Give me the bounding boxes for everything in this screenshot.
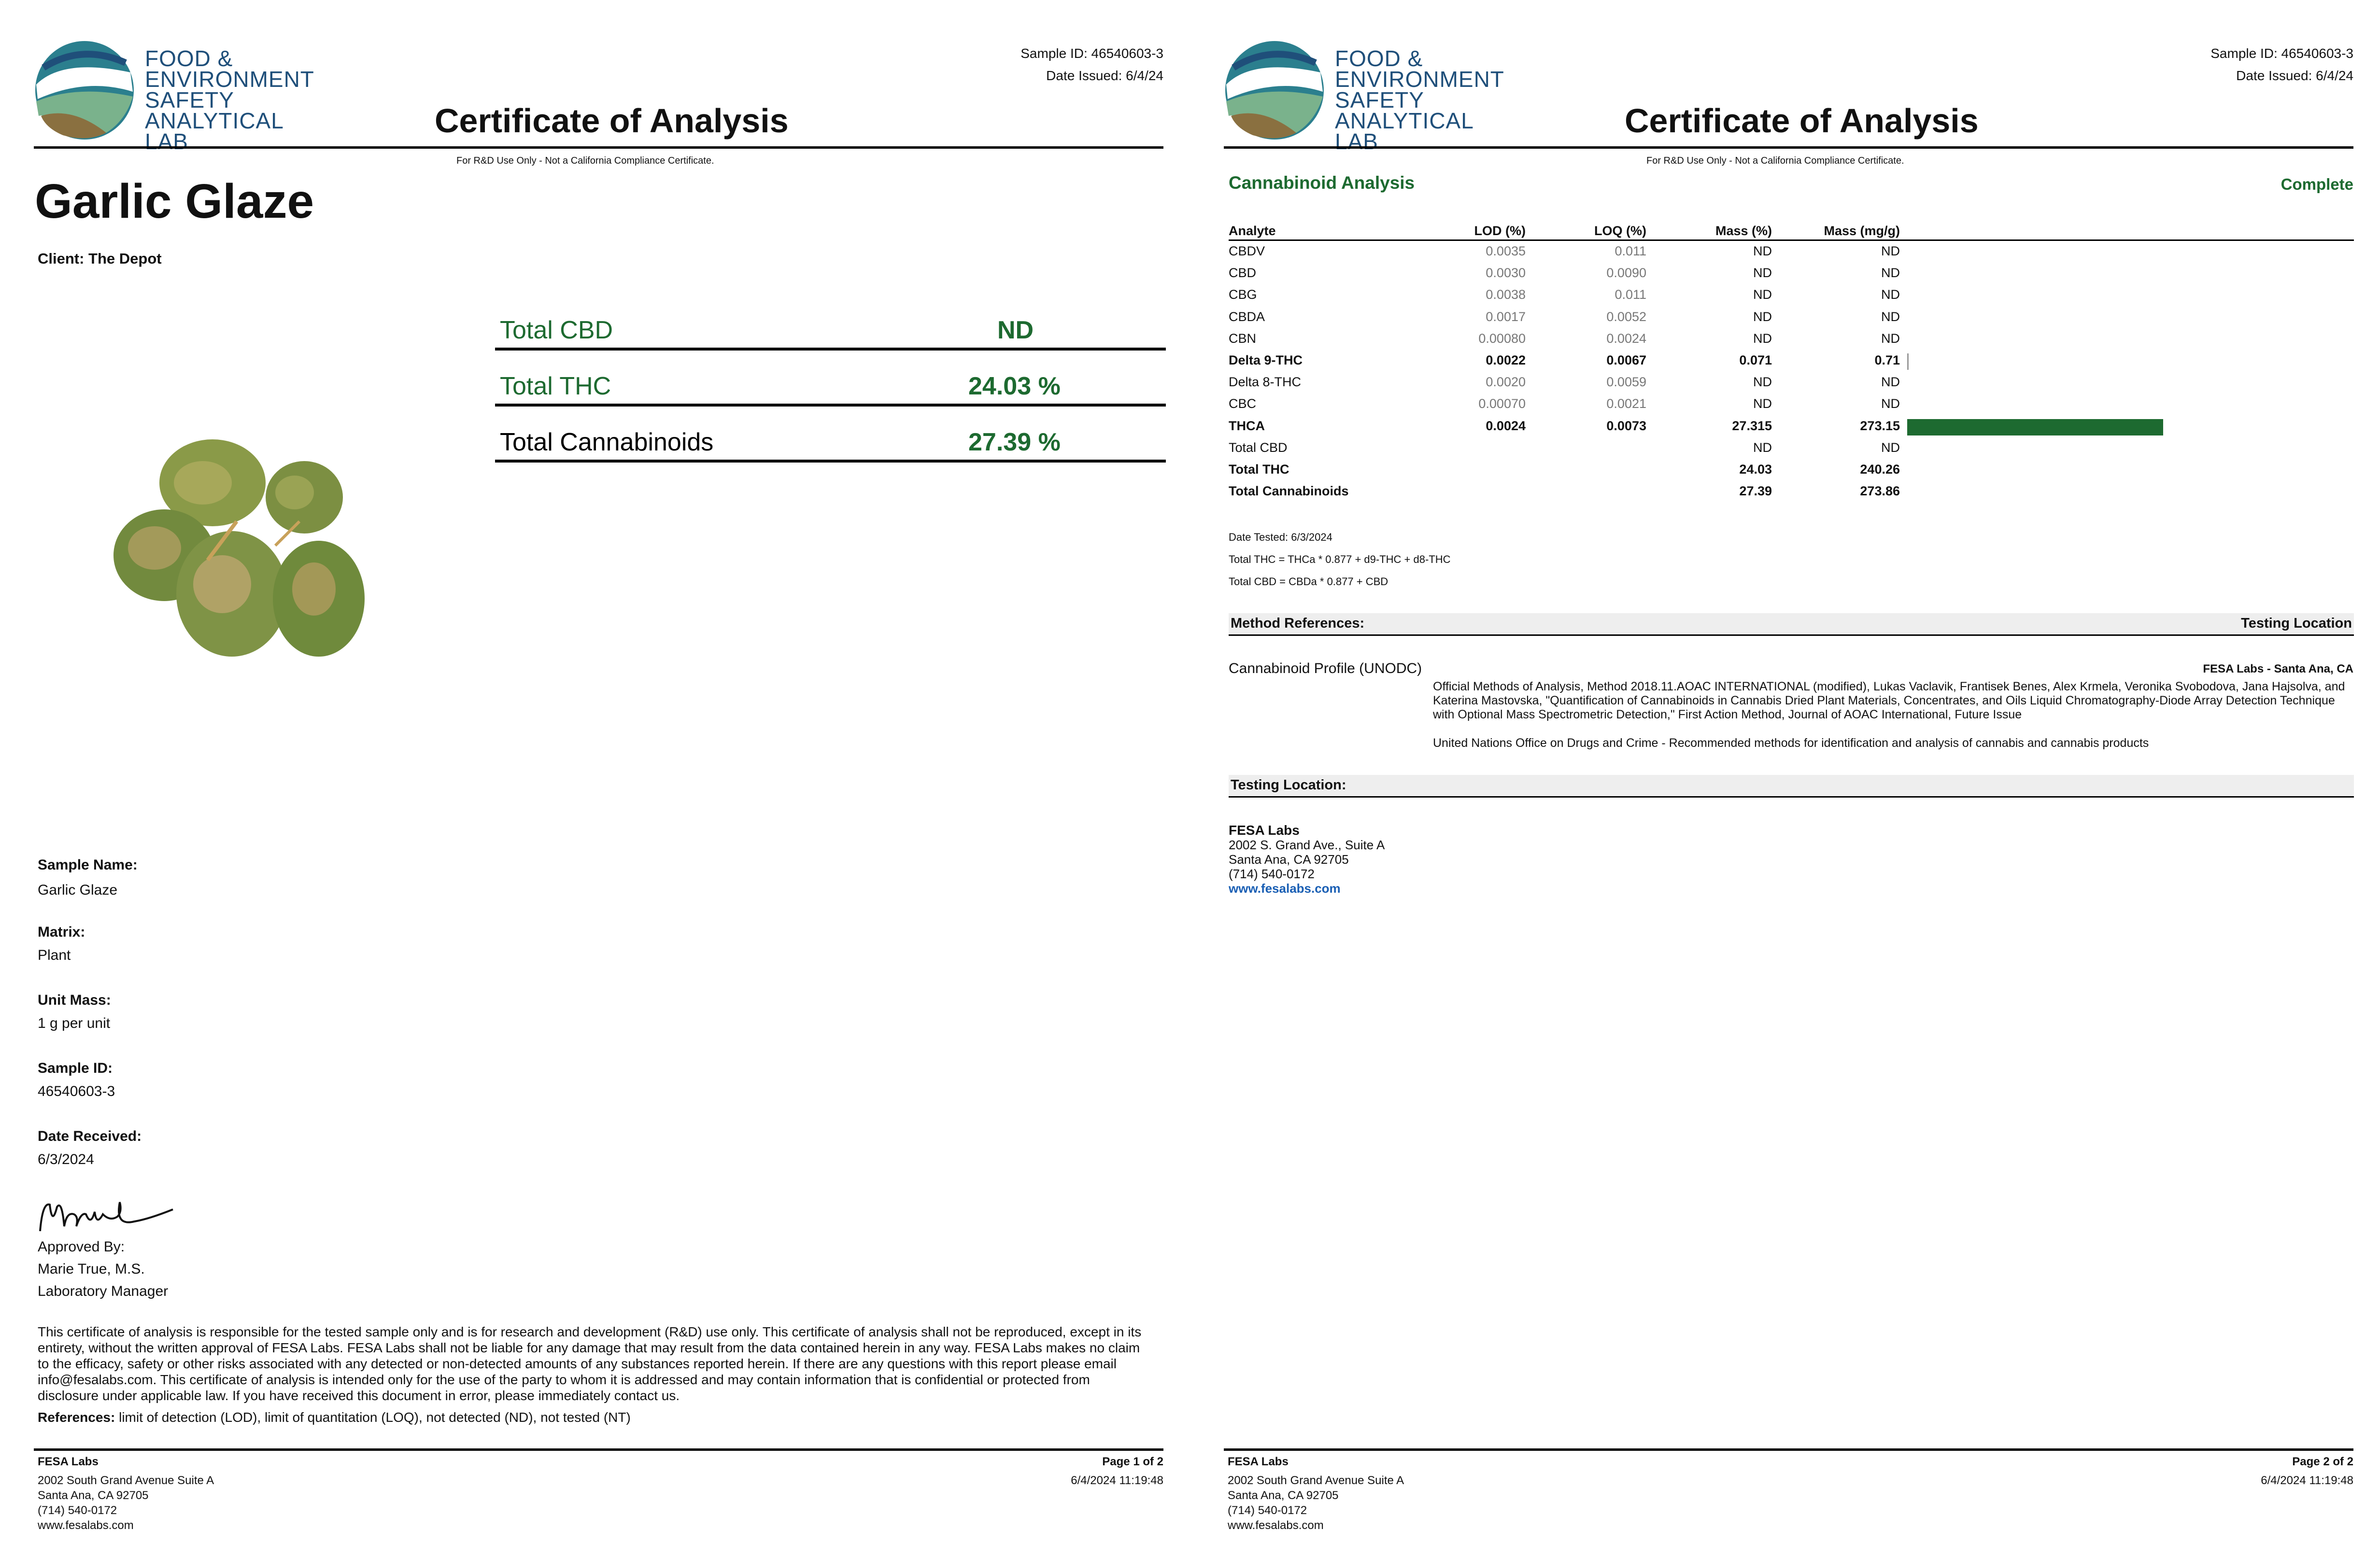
method-reference-aoac: Official Methods of Analysis, Method 2018.11.AOAC INTERNATIONAL (modified), Lukas Vaclavik, Frantisek Benes, Alex Krmela, Veronika Svobodova, Jana Hajsolva, and Katerina Mastovska, "Quantification of Cannabinoids in Cannabis Dried Plant Materials, Concentrates, and Oils Liquid Chromatography-Diode Array Detection Technique with Optional Mass Spectrometric Detection," First Action Method, Journal of AOAC International, Future Issue [1433, 680, 2345, 721]
lod-cell: 0.00070 [1478, 396, 1526, 411]
total-thc-label: Total THC [500, 372, 611, 400]
logo-line-3: SAFETY [1335, 87, 1424, 112]
testing-lab-name: FESA Labs [1229, 823, 1300, 838]
table-row [1229, 242, 2354, 264]
mass-mg-cell: ND [1881, 396, 1900, 411]
footer-website[interactable]: www.fesalabs.com [38, 1519, 134, 1532]
footer-phone: (714) 540-0172 [38, 1504, 117, 1517]
sample-id-value: 46540603-3 [38, 1083, 115, 1099]
approver-signature [38, 1193, 183, 1236]
sample-name-label: Sample Name: [38, 857, 138, 873]
analyte-cell: Total Cannabinoids [1229, 484, 1349, 499]
footer-address-1: 2002 South Grand Avenue Suite A [38, 1474, 214, 1487]
lod-cell: 0.0035 [1486, 244, 1526, 258]
references-text: limit of detection (LOD), limit of quantitation (LOQ), not detected (ND), not tested (NT) [115, 1410, 631, 1425]
testing-lab-address-1: 2002 S. Grand Ave., Suite A [1229, 838, 1385, 852]
table-row [1229, 373, 2354, 395]
header-divider [1224, 146, 2353, 149]
page-title: Certificate of Analysis [435, 102, 789, 140]
table-row [1229, 308, 2354, 330]
total-cannabinoids-value: 27.39 % [968, 428, 1061, 456]
mass-mg-cell: 0.71 [1874, 353, 1900, 367]
product-name: Garlic Glaze [35, 174, 314, 228]
logo-line-1: FOOD & [145, 46, 233, 71]
matrix-label: Matrix: [38, 924, 85, 940]
rd-use-note: For R&D Use Only - Not a California Compliance Certificate. [1646, 155, 1904, 166]
sample-id: Sample ID: 46540603-3 [1020, 46, 1163, 61]
coa-page-2 [1190, 0, 2380, 1558]
logo-line-4: ANALYTICAL LAB [1335, 108, 1473, 154]
analyte-cell: CBC [1229, 396, 1257, 411]
header-lod: LOD (%) [1474, 224, 1526, 238]
lod-cell: 0.0017 [1486, 309, 1526, 324]
testing-lab-address-2: Santa Ana, CA 92705 [1229, 852, 1349, 867]
loq-cell: 0.0090 [1606, 266, 1646, 281]
references-label: References: [38, 1410, 115, 1425]
mass-pct-cell: ND [1753, 375, 1772, 390]
loq-cell: 0.011 [1615, 287, 1646, 302]
analyte-cell: Delta 9-THC [1229, 353, 1303, 367]
method-references-label: Method References: [1231, 616, 1365, 631]
analyte-cell: CBDA [1229, 309, 1265, 324]
loq-cell: 0.0073 [1606, 418, 1646, 433]
table-row [1229, 461, 2354, 482]
footer-divider [34, 1448, 1163, 1451]
fesa-logo-emblem-icon [1224, 39, 1330, 142]
method-location: FESA Labs - Santa Ana, CA [2203, 662, 2353, 675]
logo-line-3: SAFETY [145, 87, 234, 112]
testing-lab-website-link[interactable]: www.fesalabs.com [1229, 881, 1341, 896]
testing-location-section-label: Testing Location: [1231, 777, 1346, 793]
mass-bar [1907, 353, 1909, 370]
disclaimer-text: This certificate of analysis is responsible for the tested sample only and is for research and development (R&D) use only. This certificate of analysis shall not be reproduced, except in its entirety, without the written approval of FESA Labs. FESA Labs shall not be liable for any damage that may result from the data contained herein in any way. FESA Labs makes no claim to the efficacy, safety or other risks associated with any detected or non-detected amounts of any substances reported herein. If there are any questions with this report please email info@fesalabs.com. This certificate of analysis is intended only for the use of the party to whom it is addressed and may contain information that is confidential or protected from disclosure under applicable law. If you have received this document in error, please immediately contact us. [38, 1324, 1142, 1403]
footer-lab-name: FESA Labs [1228, 1455, 1289, 1468]
mass-mg-cell: ND [1881, 331, 1900, 346]
fesa-logo-emblem-icon [34, 39, 140, 142]
total-cbd-label: Total CBD [500, 316, 613, 344]
cbd-formula: Total CBD = CBDa * 0.877 + CBD [1229, 575, 1388, 588]
footer-timestamp: 6/4/2024 11:19:48 [1071, 1474, 1163, 1487]
mass-bar [1907, 419, 2163, 435]
footer-lab-name: FESA Labs [38, 1455, 99, 1468]
analyte-cell: CBG [1229, 287, 1257, 302]
table-row [1229, 286, 2354, 308]
method-reference-unodc: United Nations Office on Drugs and Crime - Recommended methods for identification and analysis of cannabis and cannabis products [1433, 736, 2149, 750]
page-number: Page 1 of 2 [1102, 1455, 1163, 1468]
loq-cell: 0.0024 [1606, 331, 1646, 346]
table-row [1229, 482, 2354, 504]
footer-address-2: Santa Ana, CA 92705 [1228, 1489, 1339, 1502]
footer-page-info [1071, 1454, 1163, 1488]
lod-cell: 0.0030 [1486, 266, 1526, 281]
mass-pct-cell: ND [1753, 396, 1772, 411]
logo-line-4: ANALYTICAL LAB [145, 108, 283, 154]
mass-pct-cell: ND [1753, 287, 1772, 302]
table-row [1229, 264, 2354, 286]
mass-pct-cell: 27.315 [1732, 418, 1772, 433]
total-cannabinoids-label: Total Cannabinoids [500, 428, 714, 456]
cannabinoid-analysis-title: Cannabinoid Analysis [1229, 173, 1415, 193]
mass-pct-cell: 0.071 [1739, 353, 1772, 367]
footer-divider [1224, 1448, 2353, 1451]
sample-id-block [1020, 42, 1163, 87]
logo-line-2: ENVIRONMENT [145, 67, 314, 92]
table-header [1229, 222, 2354, 241]
product-photo [92, 425, 391, 724]
loq-cell: 0.0067 [1606, 353, 1646, 367]
unit-mass-label: Unit Mass: [38, 992, 111, 1008]
lod-cell: 0.0038 [1486, 287, 1526, 302]
analyte-cell: CBDV [1229, 244, 1265, 258]
date-received-label: Date Received: [38, 1128, 142, 1144]
total-cbd-value: ND [997, 316, 1034, 344]
approval-block [38, 1236, 168, 1303]
testing-lab-phone: (714) 540-0172 [1229, 867, 1315, 881]
header-divider [34, 146, 1163, 149]
header-mass-mg: Mass (mg/g) [1824, 224, 1900, 238]
footer-address [38, 1454, 214, 1533]
mass-mg-cell: ND [1881, 287, 1900, 302]
lod-cell: 0.00080 [1478, 331, 1526, 346]
footer-phone: (714) 540-0172 [1228, 1504, 1307, 1517]
sample-id-label: Sample ID: [38, 1060, 113, 1076]
mass-pct-cell: 24.03 [1739, 462, 1772, 477]
references-line [38, 1410, 631, 1425]
approved-by-label: Approved By: [38, 1239, 125, 1255]
analyte-cell: Total THC [1229, 462, 1289, 477]
unit-mass-value: 1 g per unit [38, 1015, 111, 1031]
loq-cell: 0.011 [1615, 244, 1646, 258]
header-mass-pct: Mass (%) [1715, 224, 1772, 238]
footer-timestamp: 6/4/2024 11:19:48 [2261, 1474, 2353, 1487]
loq-cell: 0.0052 [1606, 309, 1646, 324]
mass-pct-cell: ND [1753, 244, 1772, 258]
mass-mg-cell: ND [1881, 375, 1900, 390]
footer-address [1228, 1454, 1404, 1533]
lod-cell: 0.0022 [1486, 353, 1526, 367]
table-row [1229, 439, 2354, 461]
table-row [1229, 351, 2354, 373]
analyte-cell: Total CBD [1229, 440, 1288, 455]
cannabis-bud-icon [113, 439, 365, 657]
fesa-logo [1224, 39, 1514, 154]
date-issued: Date Issued: 6/4/24 [2236, 68, 2353, 83]
footer-address-1: 2002 South Grand Avenue Suite A [1228, 1474, 1404, 1487]
sample-id: Sample ID: 46540603-3 [2210, 46, 2353, 61]
table-row [1229, 395, 2354, 417]
mass-pct-cell: ND [1753, 331, 1772, 346]
mass-pct-cell: ND [1753, 266, 1772, 281]
mass-pct-cell: ND [1753, 309, 1772, 324]
mass-mg-cell: ND [1881, 440, 1900, 455]
header-loq: LOQ (%) [1594, 224, 1646, 238]
date-tested: Date Tested: 6/3/2024 [1229, 531, 1332, 543]
rd-use-note: For R&D Use Only - Not a California Compliance Certificate. [456, 155, 714, 166]
total-thc-row [495, 355, 1166, 407]
mass-mg-cell: ND [1881, 309, 1900, 324]
method-name: Cannabinoid Profile (UNODC) [1229, 660, 1422, 676]
date-issued: Date Issued: 6/4/24 [1046, 68, 1163, 83]
mass-pct-cell: ND [1753, 440, 1772, 455]
loq-cell: 0.0021 [1606, 396, 1646, 411]
total-thc-value: 24.03 % [968, 372, 1061, 400]
date-received-value: 6/3/2024 [38, 1151, 94, 1167]
logo-line-2: ENVIRONMENT [1335, 67, 1504, 92]
fesa-logo [34, 39, 324, 154]
footer-page-info [2261, 1454, 2353, 1488]
analyte-cell: THCA [1229, 418, 1265, 433]
analyte-cell: CBD [1229, 266, 1257, 281]
thc-formula: Total THC = THCa * 0.877 + d9-THC + d8-THC [1229, 553, 1451, 565]
matrix-value: Plant [38, 947, 71, 963]
header-analyte: Analyte [1229, 224, 1276, 238]
table-row [1229, 417, 2354, 439]
footer-website[interactable]: www.fesalabs.com [1228, 1519, 1324, 1532]
analyte-cell: CBN [1229, 331, 1257, 346]
approver-title: Laboratory Manager [38, 1283, 169, 1299]
page-number: Page 2 of 2 [2292, 1455, 2353, 1468]
logo-line-1: FOOD & [1335, 46, 1423, 71]
approver-name: Marie True, M.S. [38, 1261, 145, 1277]
mass-mg-cell: ND [1881, 244, 1900, 258]
method-reference-text [1433, 680, 2351, 750]
lod-cell: 0.0020 [1486, 375, 1526, 390]
method-references-header [1229, 613, 2354, 636]
lod-cell: 0.0024 [1486, 418, 1526, 433]
mass-pct-cell: 27.39 [1739, 484, 1772, 499]
total-cbd-row [495, 299, 1166, 351]
testing-location-label: Testing Location [2241, 616, 2352, 631]
analyte-cell: Delta 8-THC [1229, 375, 1302, 390]
page-title: Certificate of Analysis [1625, 102, 1979, 140]
mass-mg-cell: ND [1881, 266, 1900, 281]
status-badge: Complete [2281, 175, 2353, 193]
mass-mg-cell: 240.26 [1860, 462, 1900, 477]
sample-name-value: Garlic Glaze [38, 882, 118, 898]
testing-lab-address [1229, 823, 1385, 896]
mass-mg-cell: 273.15 [1860, 418, 1900, 433]
total-cannabinoids-row [495, 411, 1166, 463]
client-name: Client: The Depot [38, 250, 162, 267]
sample-id-block [2210, 42, 2353, 87]
table-row [1229, 330, 2354, 351]
mass-mg-cell: 273.86 [1860, 484, 1900, 499]
footer-address-2: Santa Ana, CA 92705 [38, 1489, 149, 1502]
loq-cell: 0.0059 [1606, 375, 1646, 390]
testing-location-header [1229, 775, 2354, 798]
